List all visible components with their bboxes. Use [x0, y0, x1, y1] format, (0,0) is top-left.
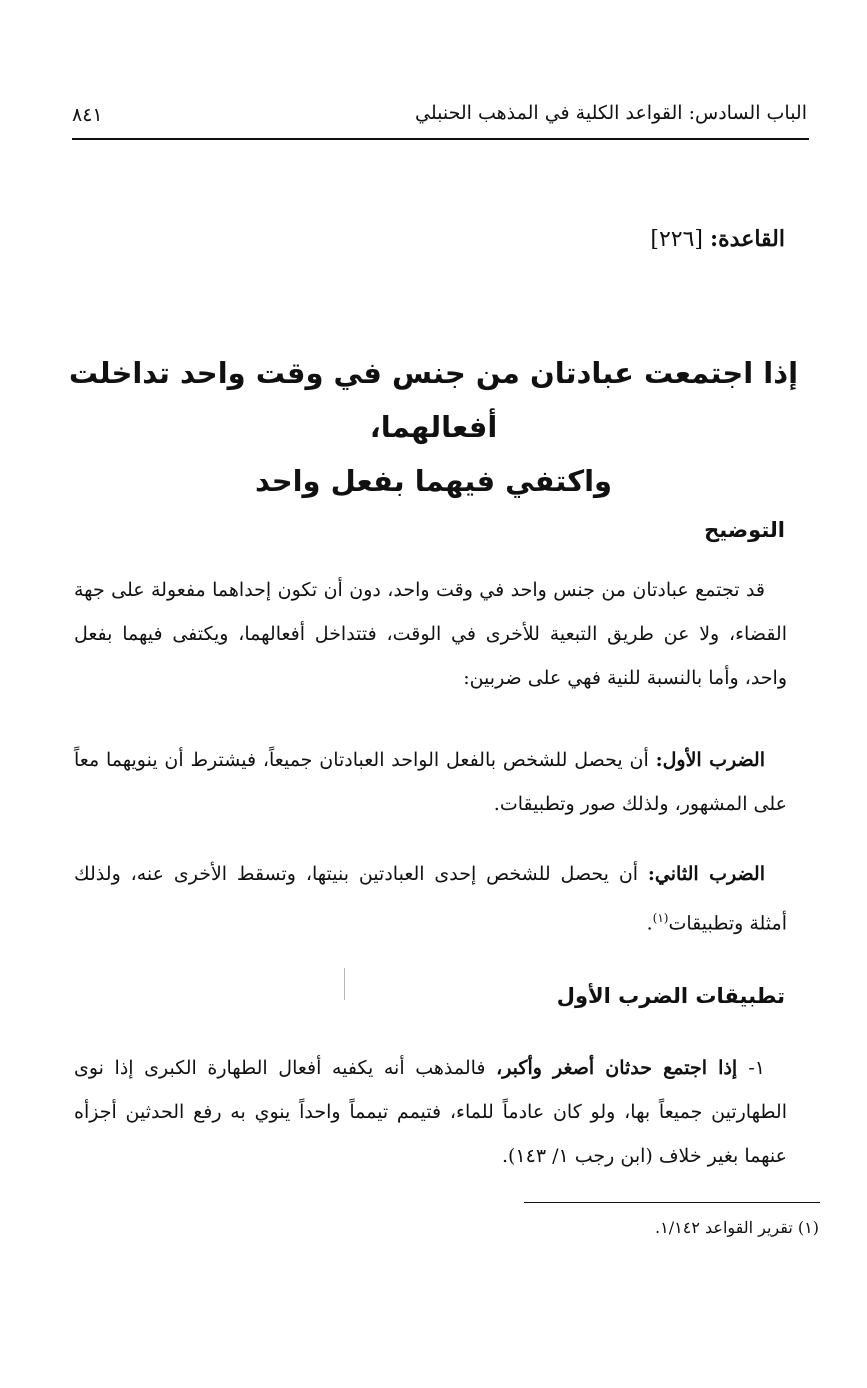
rule-label: القاعدة: [710, 226, 785, 252]
type-two-lead: الضرب الثاني: [647, 863, 765, 885]
footnote-text: تقرير القواعد ١/١٤٢. [655, 1218, 793, 1237]
rule-number-heading [650, 226, 785, 252]
footnote [655, 1218, 819, 1237]
footnote-number: (١) [797, 1218, 819, 1237]
explanation-heading: التوضيح [704, 518, 785, 542]
item-number: ١- [748, 1057, 765, 1079]
application-item-1 [74, 1046, 787, 1178]
type-two-paragraph [74, 852, 787, 945]
item-text: فالمذهب أنه يكفيه أفعال الطهارة الكبرى إذا نوى الطهارتين جميعاً بها، ولو كان عادماً للماء، فتيمم تيمماً واحداً ينوي به رفع الحدثين أجزأه عنهما بغير خلاف (ابن رجب ١/ ١٤٣). [74, 1057, 787, 1167]
type-one-text: أن يحصل للشخص بالفعل الواحد العبادتان جميعاً، فيشترط أن ينويهما معاً على المشهور، ولذلك صور وتطبيقات. [74, 749, 787, 815]
page-number: ٨٤١ [72, 104, 103, 126]
chapter-title: الباب السادس: القواعد الكلية في المذهب الحنبلي [415, 102, 807, 124]
rule-title-line-2: واكتفي فيهما بفعل واحد [254, 464, 613, 498]
type-one-paragraph [74, 738, 787, 826]
footnote-reference[interactable]: (١) [652, 911, 669, 925]
rule-title-line-1: إذا اجتمعت عبادتان من جنس في وقت واحد تداخلت أفعالهما، [68, 356, 799, 444]
applications-heading: تطبيقات الضرب الأول [556, 984, 785, 1008]
type-one-lead: الضرب الأول: [655, 749, 765, 771]
type-two-end: . [646, 912, 653, 935]
running-header [72, 96, 807, 136]
rule-number: [٢٢٦] [650, 227, 704, 252]
footnote-divider [524, 1202, 820, 1203]
scan-mark [344, 968, 345, 1000]
explanation-paragraph: قد تجتمع عبادتان من جنس واحد في وقت واحد، دون أن تكون إحداهما مفعولة على جهة القضاء، ولا عن طريق التبعية للأخرى في الوقت، فتتداخل أفعالهما، ويكتفى فيهما بفعل واحد، وأما بالنسبة للنية فهي على ضربين: [74, 579, 787, 689]
rule-title [60, 346, 807, 508]
type-two-text: أن يحصل للشخص إحدى العبادتين بنيتها، وتسقط الأخرى عنه، ولذلك أمثلة وتطبيقات [74, 863, 787, 935]
header-divider [72, 138, 809, 140]
item-lead: إذا اجتمع حدثان أصغر وأكبر، [496, 1057, 749, 1079]
